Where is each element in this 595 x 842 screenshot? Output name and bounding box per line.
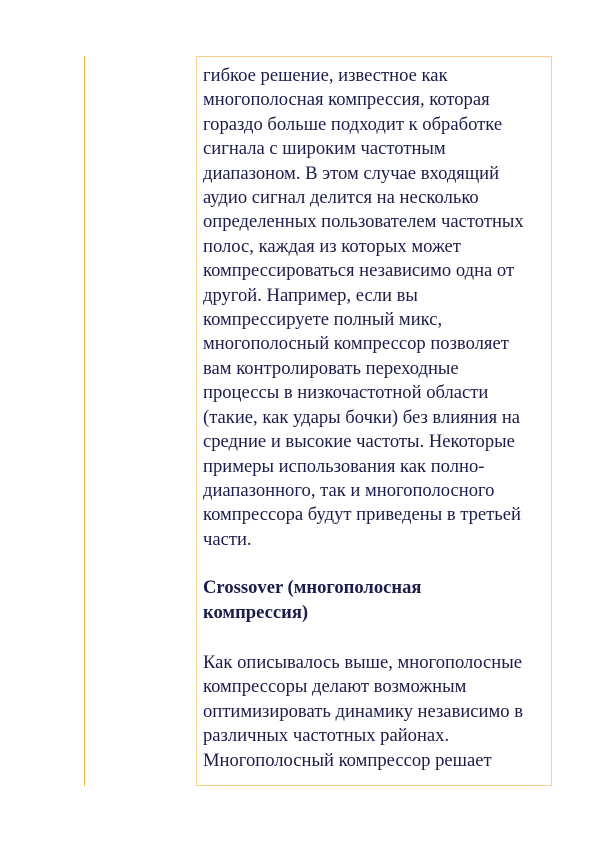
section-heading: Crossover (многополосная компрессия): [203, 577, 422, 623]
body-paragraph-1: гибкое решение, известное как многополосная компрессия, которая гораздо больше подходит к обработке сигнала с широким частотным диапазоном. В этом случае входящий аудио сигнал делится на несколько определенных пользователем частотных полос, каждая из которых может компрессироваться независимо одна от другой. Например, если вы компрессируете полный микс, многополосный компрессор позволяет вам контролировать переходные процессы в низкочастотной области (такие, как удары бочки) без влияния на средние и высокие частоты. Некоторые примеры использования как полно- диапазонного, так и многополосного компрессора будут приведены в третьей части.: [203, 65, 524, 550]
text-column: [203, 64, 553, 773]
body-paragraph-2: Как описывалось выше, многополосные компрессоры делают возможным оптимизировать динамику независимо в различных частотных районах. Многополосный компрессор решает: [203, 651, 523, 771]
left-margin-rule: [84, 56, 85, 786]
